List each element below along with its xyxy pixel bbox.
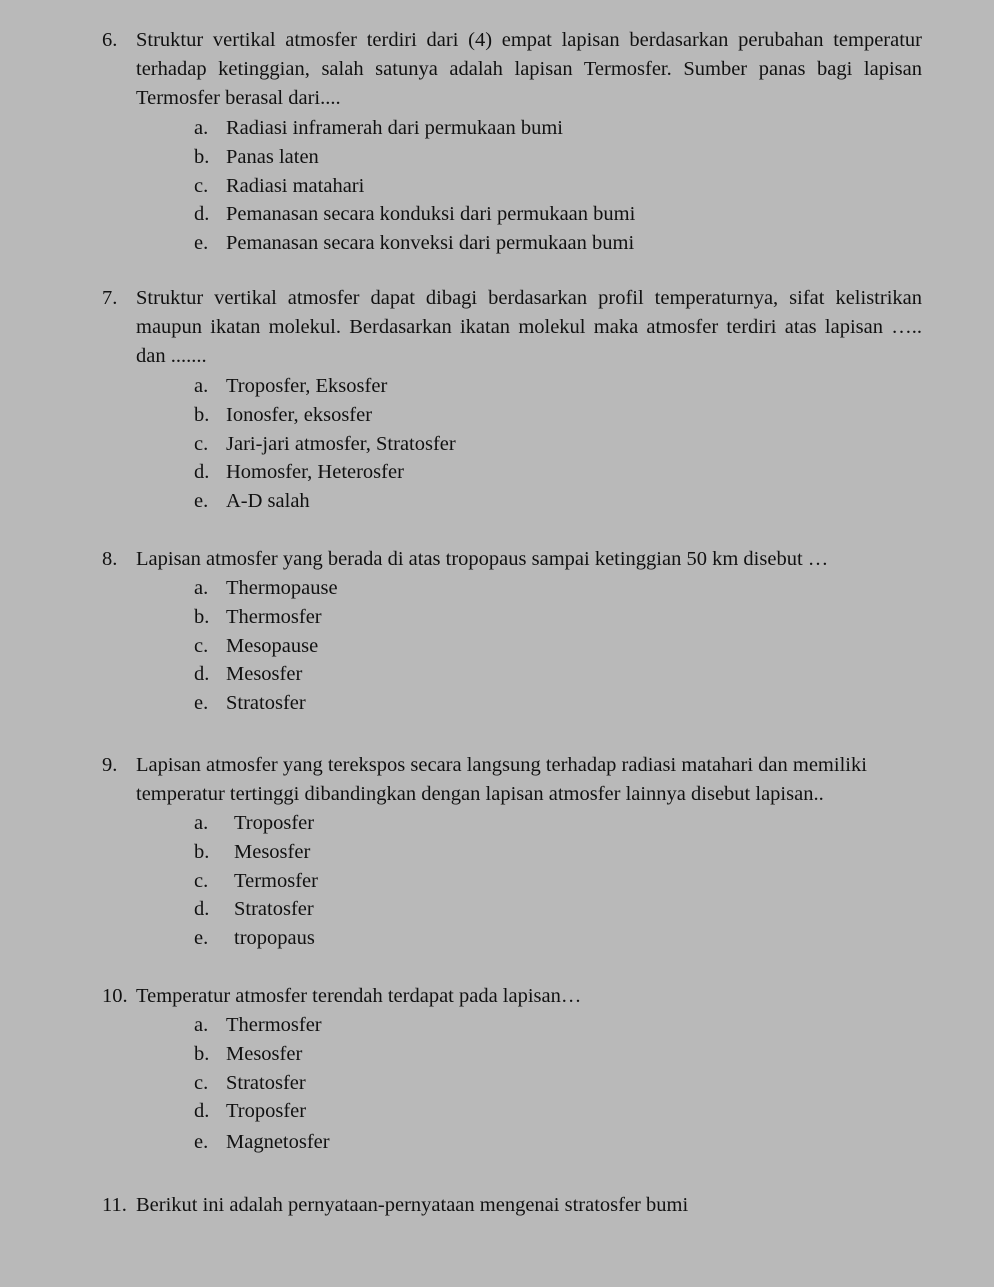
option-c: c. Jari-jari atmosfer, Stratosfer xyxy=(194,432,456,455)
question-body: Temperatur atmosfer terendah terdapat pada lapisan… xyxy=(136,985,582,1007)
option-b: b. Mesosfer xyxy=(194,1042,303,1065)
question-text xyxy=(102,751,922,809)
option-b: b. Mesosfer xyxy=(194,840,311,863)
question-number: 7. xyxy=(102,287,118,309)
question-body: Lapisan atmosfer yang terekspos secara langsung terhadap radiasi matahari dan memiliki temperatur tertinggi dibandingkan dengan lapisan atmosfer lainnya disebut lapisan.. xyxy=(136,754,867,805)
option-b: b. Thermosfer xyxy=(194,605,322,628)
question-body: Struktur vertikal atmosfer terdiri dari (4) empat lapisan berdasarkan perubahan temperatur terhadap ketinggian, salah satunya adalah lapisan Termosfer. Sumber panas bagi lapisan Termosfer berasal dari.... xyxy=(136,29,922,109)
question-number: 10. xyxy=(102,985,128,1007)
option-d: d. Homosfer, Heterosfer xyxy=(194,461,404,484)
option-e: e. A-D salah xyxy=(194,490,310,513)
question-body: Struktur vertikal atmosfer dapat dibagi berdasarkan profil temperaturnya, sifat kelistrikan maupun ikatan molekul. Berdasarkan ikatan molekul maka atmosfer terdiri atas lapisan ….. dan ....... xyxy=(136,287,922,367)
question-body: Berikut ini adalah pernyataan-pernyataan mengenai stratosfer bumi xyxy=(136,1194,689,1216)
option-d: d. Stratosfer xyxy=(194,898,314,921)
question-8 xyxy=(102,545,922,718)
question-body: Lapisan atmosfer yang berada di atas tropopaus sampai ketinggian 50 km disebut … xyxy=(136,548,829,570)
option-e: e. Pemanasan secara konveksi dari permukaan bumi xyxy=(194,232,635,255)
option-e: e. Stratosfer xyxy=(194,692,306,715)
option-e: e. Magnetosfer xyxy=(194,1131,330,1154)
options-list xyxy=(194,574,922,718)
options-list xyxy=(194,809,922,953)
option-b: b. Ionosfer, eksosfer xyxy=(194,403,373,426)
option-d: d. Pemanasan secara konduksi dari permukaan bumi xyxy=(194,203,636,226)
question-text xyxy=(102,284,922,371)
option-a: a. Troposfer, Eksosfer xyxy=(194,375,388,397)
option-c: c. Radiasi matahari xyxy=(194,174,365,197)
option-a: a. Thermopause xyxy=(194,577,338,599)
question-number: 8. xyxy=(102,548,118,570)
options-list xyxy=(194,372,922,516)
question-text xyxy=(102,545,922,574)
question-text xyxy=(102,1191,922,1220)
question-9 xyxy=(102,751,922,953)
question-number: 11. xyxy=(102,1194,127,1216)
question-text xyxy=(102,26,922,113)
option-a: a. Thermosfer xyxy=(194,1014,322,1036)
question-11 xyxy=(102,1191,922,1220)
option-d: d. Troposfer xyxy=(194,1100,307,1123)
question-10 xyxy=(102,982,922,1157)
option-d: d. Mesosfer xyxy=(194,663,303,686)
question-6 xyxy=(102,26,922,258)
options-list xyxy=(194,114,922,258)
option-c: c. Mesopause xyxy=(194,634,319,657)
option-c: c. Stratosfer xyxy=(194,1071,306,1094)
question-text xyxy=(102,982,922,1011)
option-b: b. Panas laten xyxy=(194,145,319,168)
option-e: e. tropopaus xyxy=(194,927,315,950)
option-c: c. Termosfer xyxy=(194,869,318,892)
question-7 xyxy=(102,284,922,516)
options-list xyxy=(194,1011,922,1157)
question-number: 9. xyxy=(102,754,118,776)
option-a: a. Troposfer xyxy=(194,812,315,834)
question-number: 6. xyxy=(102,29,118,51)
option-a: a. Radiasi inframerah dari permukaan bumi xyxy=(194,117,563,139)
